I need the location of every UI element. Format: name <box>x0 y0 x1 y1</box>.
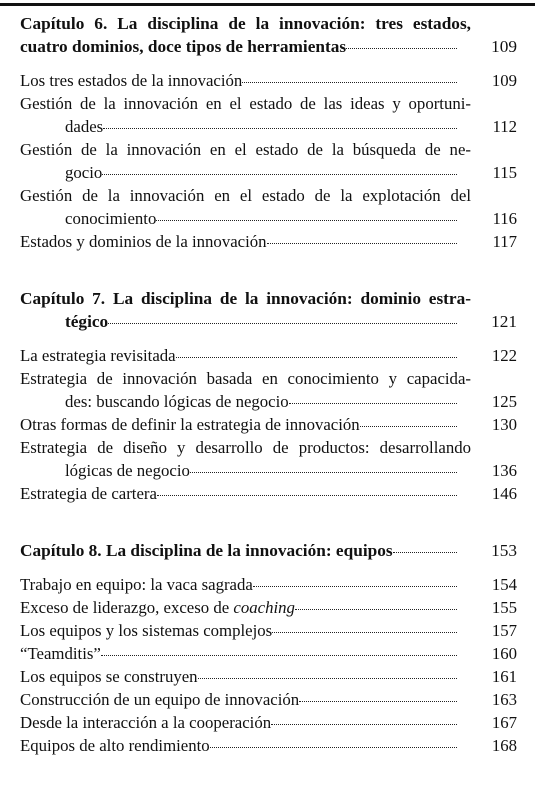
list-item <box>20 482 517 505</box>
entry-page: 116 <box>492 209 517 228</box>
entry-page: 130 <box>491 415 517 434</box>
chapter-8-heading-line-1: Capítulo 8. La disciplina de la innovación: equipos <box>20 541 393 560</box>
entry-title-roman: Exceso de liderazgo, exceso de <box>20 598 234 617</box>
dot-leader <box>299 701 457 702</box>
entry-page: 160 <box>491 644 517 663</box>
entry-title-cont: conocimiento <box>65 209 157 228</box>
chapter-7-heading <box>20 287 517 333</box>
entry-title <box>20 596 295 619</box>
list-item <box>20 642 517 665</box>
chapter-8-page: 153 <box>491 541 517 560</box>
dot-leader <box>101 655 457 656</box>
dot-leader <box>360 426 457 427</box>
entry-page: 109 <box>491 71 517 90</box>
table-of-contents <box>20 12 517 757</box>
entry-page: 161 <box>491 667 517 686</box>
entry-title: Construcción de un equipo de innovación <box>20 690 300 709</box>
dot-leader <box>271 724 457 725</box>
dot-leader <box>289 403 457 404</box>
dot-leader <box>198 678 457 679</box>
list-item <box>20 69 517 92</box>
entry-title: Gestión de la innovación en el estado de la búsqueda de ne- <box>20 140 471 159</box>
entry-title-italic: coaching <box>233 598 295 617</box>
entry-page: 157 <box>491 621 517 640</box>
chapter-7-page: 121 <box>491 312 517 331</box>
entry-page: 154 <box>491 575 517 594</box>
entry-title: Estrategia de cartera <box>20 484 157 503</box>
entry-title: “Teamditis” <box>20 644 101 663</box>
chapter-6-heading-line-2: cuatro dominios, doce tipos de herramientas <box>20 37 347 56</box>
entry-page: 155 <box>491 598 517 617</box>
entry-title: Gestión de la innovación en el estado de la explotación del <box>20 186 471 205</box>
entry-title: Estados y dominios de la innovación <box>20 232 267 251</box>
list-item <box>20 688 517 711</box>
dot-leader <box>253 586 457 587</box>
chapter-6 <box>20 12 517 253</box>
list-item <box>20 573 517 596</box>
entry-page: 115 <box>492 163 517 182</box>
entry-title: La estrategia revisitada <box>20 346 176 365</box>
entry-title-cont: dades <box>65 117 104 136</box>
list-item <box>20 344 517 367</box>
entry-page: 136 <box>491 461 517 480</box>
list-item <box>20 413 517 436</box>
dot-leader <box>176 357 457 358</box>
entry-page: 168 <box>491 736 517 755</box>
list-item <box>20 734 517 757</box>
dot-leader <box>393 552 457 553</box>
chapter-7-heading-line-2: tégico <box>65 312 109 331</box>
entry-title: Los equipos se construyen <box>20 667 198 686</box>
chapter-7 <box>20 287 517 505</box>
list-item <box>20 184 517 230</box>
list-item <box>20 92 517 138</box>
entry-title: Equipos de alto rendimiento <box>20 736 210 755</box>
entry-title-cont: lógicas de negocio <box>65 461 190 480</box>
entry-title: Desde la interacción a la cooperación <box>20 713 272 732</box>
entry-page: 122 <box>491 346 517 365</box>
entry-page: 117 <box>492 232 517 251</box>
dot-leader <box>210 747 457 748</box>
list-item <box>20 596 517 619</box>
chapter-7-heading-line-1: Capítulo 7. La disciplina de la innovación: dominio estra- <box>20 289 471 308</box>
entry-title: Otras formas de definir la estrategia de innovación <box>20 415 360 434</box>
entry-page: 125 <box>491 392 517 411</box>
entry-title: Trabajo en equipo: la vaca sagrada <box>20 575 253 594</box>
list-item <box>20 711 517 734</box>
entry-page: 146 <box>491 484 517 503</box>
entry-title-cont: des: buscando lógicas de negocio <box>65 392 289 411</box>
entry-title-cont: gocio <box>65 163 103 182</box>
chapter-6-page: 109 <box>491 37 517 56</box>
entry-title: Estrategia de innovación basada en conocimiento y capacida- <box>20 369 471 388</box>
dot-leader <box>157 495 457 496</box>
entry-title: Los tres estados de la innovación <box>20 71 243 90</box>
dot-leader <box>102 174 457 175</box>
entry-title: Estrategia de diseño y desarrollo de productos: desarrollando <box>20 438 471 457</box>
chapter-8-heading <box>20 539 517 562</box>
dot-leader <box>156 220 457 221</box>
list-item <box>20 436 517 482</box>
dot-leader <box>108 323 457 324</box>
dot-leader <box>267 243 457 244</box>
dot-leader <box>190 472 457 473</box>
list-item <box>20 230 517 253</box>
dot-leader <box>295 609 457 610</box>
entry-page: 163 <box>491 690 517 709</box>
chapter-6-heading <box>20 12 517 58</box>
dot-leader <box>346 48 457 49</box>
entry-title: Gestión de la innovación en el estado de las ideas y oportuni- <box>20 94 471 113</box>
dot-leader <box>103 128 457 129</box>
chapter-8 <box>20 539 517 757</box>
dot-leader <box>242 82 457 83</box>
chapter-6-heading-line-1: Capítulo 6. La disciplina de la innovación: tres estados, <box>20 14 471 33</box>
top-rule <box>0 3 535 6</box>
list-item <box>20 367 517 413</box>
list-item <box>20 138 517 184</box>
dot-leader <box>272 632 457 633</box>
entry-title: Los equipos y los sistemas complejos <box>20 621 273 640</box>
entry-page: 112 <box>492 117 517 136</box>
list-item <box>20 665 517 688</box>
entry-page: 167 <box>491 713 517 732</box>
list-item <box>20 619 517 642</box>
